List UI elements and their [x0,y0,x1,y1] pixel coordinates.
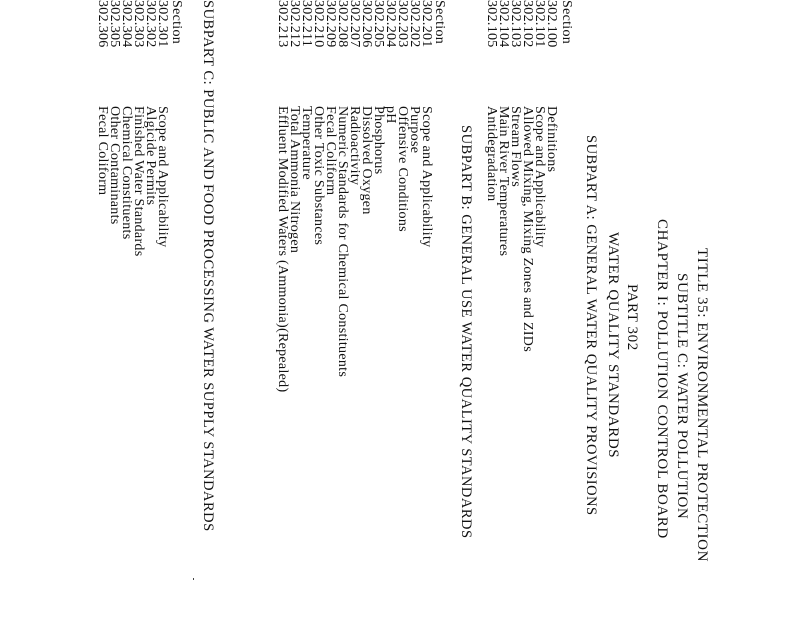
section-number: 302.213 [275,0,290,48]
section-number: 302.104 [496,0,511,48]
section-title: Other Contaminants [107,106,122,225]
section-title: Stream Flows [508,106,523,187]
section-number: 302.202 [407,0,422,48]
part-title: WATER QUALITY STANDARDS [605,232,621,459]
section-number: 302.208 [335,0,350,48]
scan-speck [193,578,194,580]
section-title: Finished Water Standards [131,106,146,257]
section-number: 302.305 [107,0,122,48]
section-number: 302.210 [311,0,326,48]
section-title: Total Ammonia Nitrogen [287,106,302,254]
section-title: Radioactivity [347,106,362,186]
subpart-c-section-heading: Section [169,0,184,45]
section-title: Fecal Coliform [323,106,338,196]
section-title: pH [383,106,398,124]
subtitle-line: SUBTITLE C: WATER POLLUTION [674,273,690,520]
section-number: 302.301 [155,0,170,48]
section-number: 302.212 [287,0,302,48]
section-number: 302.206 [359,0,374,48]
section-number: 302.302 [143,0,158,48]
section-title: Algicide Permits [143,106,158,206]
section-title: Temperature [299,106,314,180]
section-title: Main River Temperatures [496,106,511,257]
section-number: 302.204 [383,0,398,48]
subpart-c-title: SUBPART C: PUBLIC AND FOOD PROCESSING WATER SUPPLY STANDARDS [200,0,216,532]
part-number: PART 302 [624,284,640,351]
chapter-line: CHAPTER I: POLLUTION CONTROL BOARD [654,219,670,539]
section-title: Phosphorus [371,106,386,175]
subpart-a-title: SUBPART A: GENERAL WATER QUALITY PROVISIONS [583,135,599,516]
section-title: Dissolved Oxygen [359,106,374,215]
section-title: Antidegradation [484,106,499,202]
section-number: 302.203 [395,0,410,48]
section-number: 302.304 [119,0,134,48]
section-title: Scope and Applicability [532,106,547,248]
section-number: 302.303 [131,0,146,48]
section-title: Other Toxic Substances [311,106,326,246]
section-number: 302.101 [532,0,547,48]
section-title: Scope and Applicability [419,106,434,248]
section-number: 302.207 [347,0,362,48]
section-number: 302.205 [371,0,386,48]
section-title: Offensive Conditions [395,106,410,232]
subpart-b-title: SUBPART B: GENERAL USE WATER QUALITY STANDARDS [458,125,474,539]
section-title: Scope and Applicability [155,106,170,248]
subpart-a-section-heading: Section [559,0,574,45]
section-number: 302.105 [484,0,499,48]
section-title: Effluent Modified Waters (Ammonia)(Repealed) [275,106,290,393]
title-line: TITLE 35: ENVIRONMENTAL PROTECTION [694,248,710,563]
subpart-b-section-heading: Section [432,0,447,45]
section-number: 302.211 [299,0,314,48]
section-title: Purpose [407,106,422,154]
section-title: Definitions [544,106,559,173]
section-number: 302.100 [544,0,559,48]
section-number: 302.103 [508,0,523,48]
section-number: 302.306 [95,0,110,48]
section-title: Allowed Mixing, Mixing Zones and ZIDs [520,106,535,352]
section-number: 302.102 [520,0,535,48]
section-number: 302.209 [323,0,338,48]
section-title: Chemical Constituents [119,106,134,240]
section-number: 302.201 [419,0,434,48]
section-title: Fecal Coliform [95,106,110,196]
section-title: Numeric Standards for Chemical Constituents [335,106,350,378]
